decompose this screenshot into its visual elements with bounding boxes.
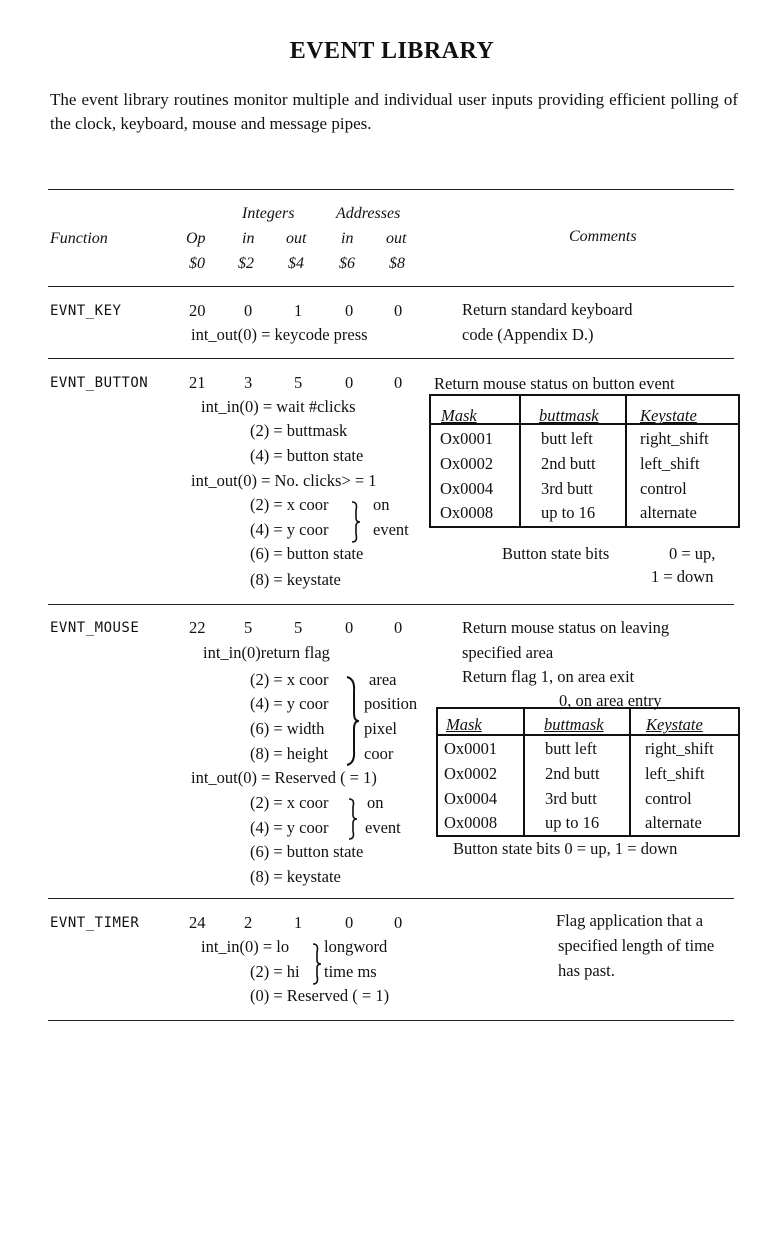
param-line: (2) = x coor: [250, 495, 329, 514]
state-bits-down: 1 = down: [651, 567, 714, 586]
brace-label: event: [373, 520, 409, 539]
header-function: Function: [50, 230, 108, 247]
addr-in-value: 0: [345, 301, 354, 320]
table-header: Keystate: [646, 715, 703, 734]
table-cell: Ox0002: [440, 454, 494, 473]
comment-line: 0, on area entry: [559, 691, 662, 710]
param-line: int_out(0) = keycode press: [191, 325, 368, 344]
param-line: (8) = keystate: [250, 570, 341, 589]
table-cell: up to 16: [545, 813, 600, 832]
param-line: (4) = y coor: [250, 694, 329, 713]
mask-table: [429, 394, 740, 528]
top-rule: [48, 189, 734, 190]
int-in-value: 5: [244, 618, 253, 637]
header-integers: Integers: [242, 205, 295, 222]
table-cell: alternate: [640, 503, 697, 522]
intro-paragraph: The event library routines monitor multiple and individual user inputs providing efficient polling of the clock, keyboard, mouse and message pipes.: [50, 90, 738, 133]
header-reg-int-out: $4: [288, 255, 304, 272]
table-cell: butt left: [541, 429, 593, 448]
header-reg-op: $0: [189, 255, 205, 272]
table-cell: right_shift: [645, 739, 714, 758]
table-cell: right_shift: [640, 429, 709, 448]
area-label: position: [364, 694, 418, 713]
addr-out-value: 0: [394, 618, 403, 637]
state-bits-label: Button state bits: [502, 544, 610, 563]
comment-line: Return flag 1, on area exit: [462, 667, 635, 686]
comment-line: Return mouse status on button event: [434, 374, 675, 393]
op-value: 24: [189, 913, 206, 932]
param-line: int_out(0) = Reserved ( = 1): [191, 768, 377, 787]
brace-icon: [345, 797, 359, 841]
state-bits-up: 0 = up,: [669, 544, 716, 563]
comment-line: specified length of time: [558, 936, 715, 955]
table-cell: control: [640, 479, 687, 498]
table-cell: 2nd butt: [545, 764, 600, 783]
header-addresses: Addresses: [336, 205, 401, 222]
header-rule: [48, 286, 734, 287]
param-line: (8) = height: [250, 744, 329, 763]
brace-icon: [348, 500, 362, 544]
header-addr-out: out: [386, 230, 407, 247]
table-header: Keystate: [640, 406, 697, 425]
table-cell: left_shift: [640, 454, 700, 473]
param-line: (4) = y coor: [250, 818, 329, 837]
function-name: EVNT_MOUSE: [50, 620, 140, 636]
int-in-value: 0: [244, 301, 253, 320]
row-rule-key: [48, 358, 734, 359]
mask-table: [436, 707, 740, 837]
param-line: int_in(0)return flag: [203, 643, 330, 662]
param-line: int_in(0) = lo: [201, 937, 290, 956]
comment-line: code (Appendix D.): [462, 325, 594, 344]
param-line: (4) = button state: [250, 446, 364, 465]
comment-line: Flag application that a: [556, 911, 704, 930]
table-cell: Ox0008: [440, 503, 494, 522]
table-cell: Ox0001: [444, 739, 498, 758]
param-line: (2) = hi: [250, 962, 300, 981]
comment-line: Return mouse status on leaving: [462, 618, 670, 637]
op-value: 22: [189, 618, 206, 637]
table-cell: 2nd butt: [541, 454, 596, 473]
addr-out-value: 0: [394, 913, 403, 932]
table-cell: 3rd butt: [541, 479, 593, 498]
comment-line: specified area: [462, 643, 554, 662]
addr-out-value: 0: [394, 373, 403, 392]
table-cell: 3rd butt: [545, 789, 597, 808]
table-cell: alternate: [645, 813, 702, 832]
brace-label: longword: [324, 937, 388, 956]
table-cell: control: [645, 789, 692, 808]
addr-in-value: 0: [345, 618, 354, 637]
op-value: 21: [189, 373, 206, 392]
int-in-value: 2: [244, 913, 253, 932]
state-bits-label: Button state bits 0 = up, 1 = down: [453, 839, 678, 858]
param-line: (6) = width: [250, 719, 325, 738]
table-header: buttmask: [539, 406, 599, 425]
table-divider: [523, 709, 525, 835]
table-cell: left_shift: [645, 764, 705, 783]
table-cell: up to 16: [541, 503, 596, 522]
table-cell: Ox0002: [444, 764, 498, 783]
table-header: buttmask: [544, 715, 604, 734]
header-int-in: in: [242, 230, 255, 247]
table-divider: [625, 396, 627, 526]
int-out-value: 5: [294, 373, 303, 392]
header-reg-addr-out: $8: [389, 255, 405, 272]
brace-label: event: [365, 818, 401, 837]
table-cell: Ox0004: [444, 789, 498, 808]
header-reg-addr-in: $6: [339, 255, 355, 272]
param-line: (0) = Reserved ( = 1): [250, 986, 390, 1005]
table-cell: Ox0001: [440, 429, 494, 448]
comment-line: has past.: [558, 961, 615, 980]
param-line: (2) = x coor: [250, 670, 329, 689]
param-line: int_in(0) = wait #clicks: [201, 397, 356, 416]
param-line: (6) = button state: [250, 842, 364, 861]
table-header: Mask: [441, 406, 477, 425]
brace-icon: [343, 675, 361, 767]
function-name: EVNT_BUTTON: [50, 375, 149, 391]
row-rule-button: [48, 604, 734, 605]
header-op: Op: [186, 230, 206, 247]
int-out-value: 5: [294, 618, 303, 637]
area-label: coor: [364, 744, 394, 763]
header-reg-int-in: $2: [238, 255, 254, 272]
table-divider: [519, 396, 521, 526]
area-label: pixel: [364, 719, 397, 738]
brace-icon: [309, 942, 323, 986]
param-line: (4) = y coor: [250, 520, 329, 539]
table-divider: [629, 709, 631, 835]
addr-in-value: 0: [345, 913, 354, 932]
header-addr-in: in: [341, 230, 354, 247]
int-out-value: 1: [294, 301, 303, 320]
param-line: int_out(0) = No. clicks> = 1: [191, 471, 377, 490]
table-cell: Ox0008: [444, 813, 498, 832]
function-name: EVNT_KEY: [50, 303, 122, 319]
brace-label: time ms: [324, 962, 377, 981]
header-int-out: out: [286, 230, 307, 247]
op-value: 20: [189, 301, 206, 320]
comment-line: Return standard keyboard: [462, 300, 633, 319]
param-line: (8) = keystate: [250, 867, 341, 886]
table-cell: butt left: [545, 739, 597, 758]
table-cell: Ox0004: [440, 479, 494, 498]
int-out-value: 1: [294, 913, 303, 932]
bottom-rule: [48, 1020, 734, 1021]
addr-in-value: 0: [345, 373, 354, 392]
addr-out-value: 0: [394, 301, 403, 320]
table-header: Mask: [446, 715, 482, 734]
header-comments: Comments: [569, 228, 637, 245]
param-line: (6) = button state: [250, 544, 364, 563]
page-title: EVENT LIBRARY: [289, 38, 495, 64]
brace-label: on: [373, 495, 390, 514]
param-line: (2) = x coor: [250, 793, 329, 812]
param-line: (2) = buttmask: [250, 421, 348, 440]
function-name: EVNT_TIMER: [50, 915, 140, 931]
int-in-value: 3: [244, 373, 253, 392]
area-label: area: [369, 670, 397, 689]
brace-label: on: [367, 793, 384, 812]
row-rule-mouse: [48, 898, 734, 899]
